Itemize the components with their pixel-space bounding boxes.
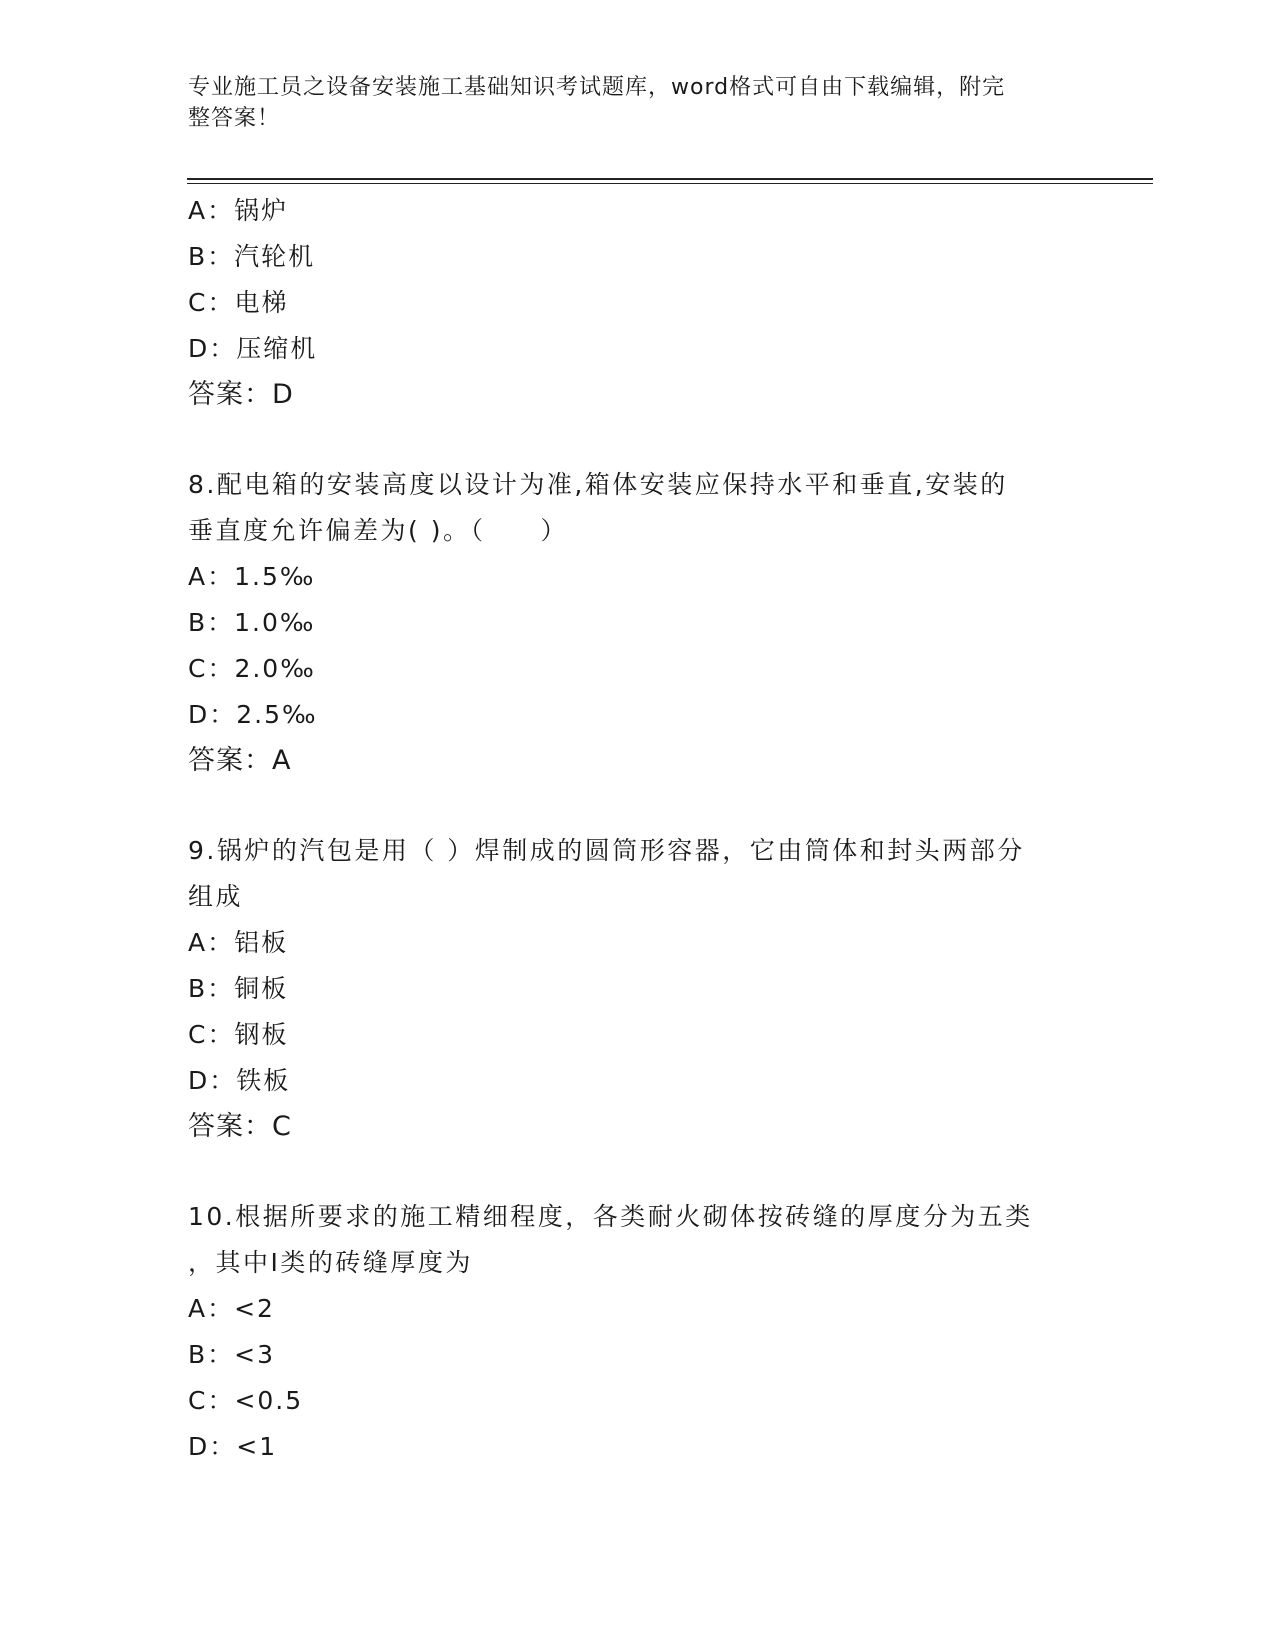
option-c: C：电梯 <box>188 288 289 317</box>
option-c: C：<0.5 <box>188 1386 304 1415</box>
option-c: C：钢板 <box>188 1020 289 1049</box>
answer-line: 答案：C <box>188 1111 292 1142</box>
option-a: A：锅炉 <box>188 196 289 225</box>
question-stem <box>188 828 1088 920</box>
stem-line-1: 10.根据所要求的施工精细程度，各类耐火砌体按砖缝的厚度分为五类 <box>188 1202 1033 1231</box>
answer-line: 答案：A <box>188 745 292 776</box>
stem-line-2: 垂直度允许偏差为( )。（ ） <box>188 516 568 545</box>
header-divider-thick <box>187 178 1153 180</box>
stem-line-1: 9.锅炉的汽包是用（ ）焊制成的圆筒形容器，它由筒体和封头两部分 <box>188 836 1025 865</box>
option-d: D：<1 <box>188 1432 278 1461</box>
question-list <box>188 188 1088 1470</box>
option-c: C：2.0‰ <box>188 654 316 683</box>
option-d: D：2.5‰ <box>188 700 318 729</box>
header-line-2: 整答案！ <box>188 106 281 131</box>
option-d: D：铁板 <box>188 1066 291 1095</box>
question-10 <box>188 1194 1088 1470</box>
option-a: A：<2 <box>188 1294 275 1323</box>
option-d: D：压缩机 <box>188 334 318 363</box>
header-line-1: 专业施工员之设备安装施工基础知识考试题库，word格式可自由下载编辑，附完 <box>188 75 1006 100</box>
spacer <box>188 418 1088 462</box>
question-7 <box>188 188 1088 418</box>
question-stem <box>188 462 1088 554</box>
document-header <box>188 72 1068 134</box>
option-b: B：<3 <box>188 1340 276 1369</box>
answer-line: 答案：D <box>188 379 294 410</box>
option-a: A：铝板 <box>188 928 289 957</box>
spacer <box>188 1150 1088 1194</box>
option-b: B：铜板 <box>188 974 289 1003</box>
header-divider-thin <box>187 183 1153 184</box>
stem-line-2: ，其中Ⅰ类的砖缝厚度为 <box>188 1248 473 1277</box>
question-8 <box>188 462 1088 784</box>
option-b: B：汽轮机 <box>188 242 316 271</box>
question-stem <box>188 1194 1088 1286</box>
question-9 <box>188 828 1088 1150</box>
spacer <box>188 784 1088 828</box>
stem-line-2: 组成 <box>188 882 244 911</box>
option-b: B：1.0‰ <box>188 608 316 637</box>
option-a: A：1.5‰ <box>188 562 316 591</box>
stem-line-1: 8.配电箱的安装高度以设计为准,箱体安装应保持水平和垂直,安装的 <box>188 470 1008 499</box>
